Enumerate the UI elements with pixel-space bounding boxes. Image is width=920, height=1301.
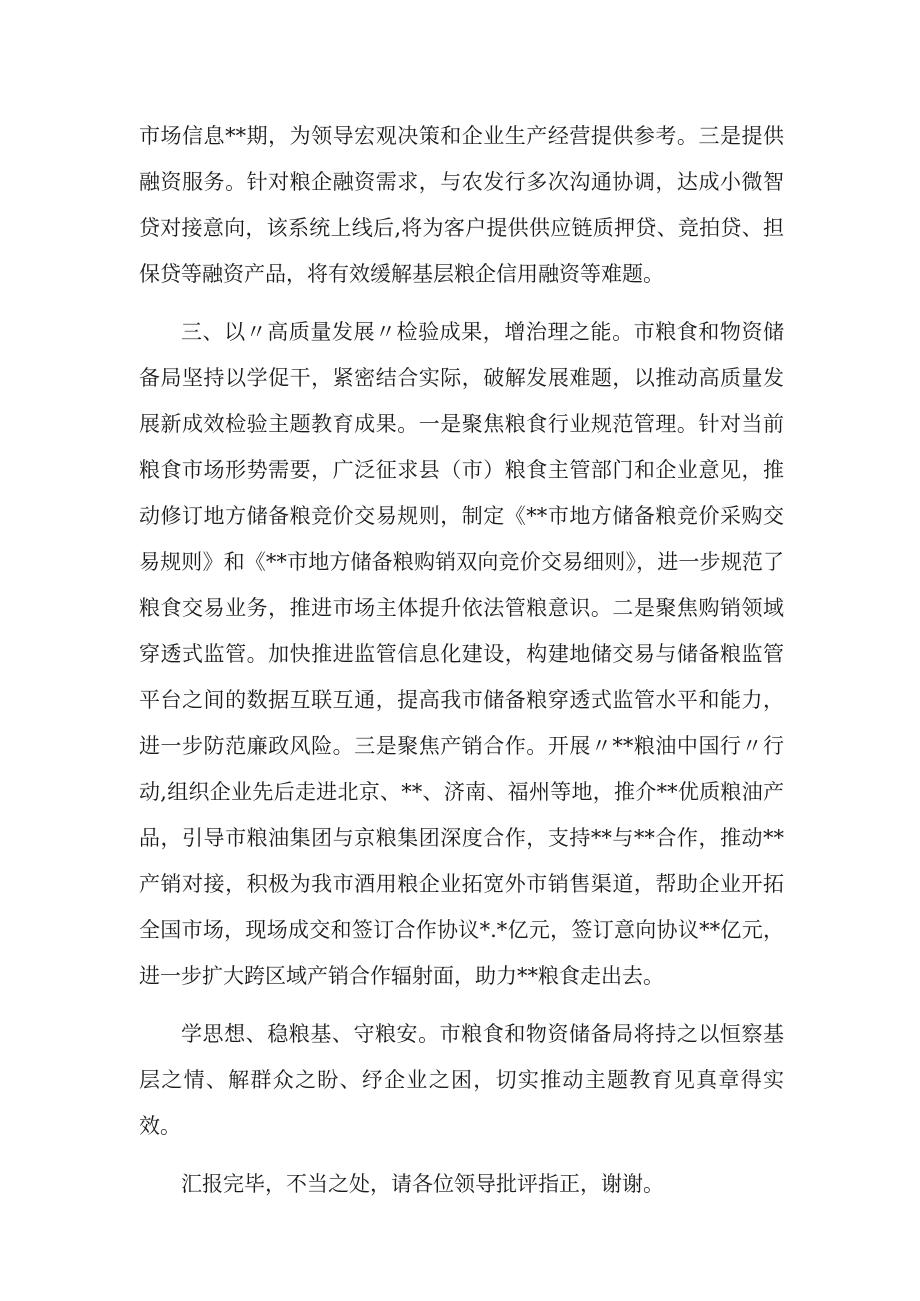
document-body bbox=[139, 113, 784, 1219]
paragraph-financing-services: 市场信息**期，为领导宏观决策和企业生产经营提供参考。三是提供融资服务。针对粮企融资需求，与农发行多次沟通协调，达成小微智贷对接意向，该系统上线后,将为客户提供供应链质押贷、竞拍贷、担保贷等融资产品，将有效缓解基层粮企信用融资等难题。 bbox=[139, 124, 784, 286]
paragraph-summary: 学思想、稳粮基、守粮安。市粮食和物资储备局将持之以恒察基层之情、解群众之盼、纾企业之困，切实推动主题教育见真章得实效。 bbox=[139, 1022, 784, 1138]
paragraph-high-quality-development: 三、以〃高质量发展〃检验成果，增治理之能。市粮食和物资储备局坚持以学促干，紧密结合实际，破解发展难题，以推动高质量发展新成效检验主题教育成果。一是聚焦粮食行业规范管理。针对当前粮食市场形势需要，广泛征求县（市）粮食主管部门和企业意见，推动修订地方储备粮竞价交易规则，制定《**市地方储备粮竞价采购交易规则》和《**市地方储备粮购销双向竞价交易细则》，进一步规范了粮食交易业务，推进市场主体提升依法管粮意识。二是聚焦购销领域穿透式监管。加快推进监管信息化建设，构建地储交易与储备粮监管平台之间的数据互联互通，提高我市储备粮穿透式监管水平和能力，进一步防范廉政风险。三是聚焦产销合作。开展〃**粮油中国行〃行动,组织企业先后走进北京、**、济南、福州等地，推介**优质粮油产品，引导市粮油集团与京粮集团深度合作，支持**与**合作，推动**产销对接，积极为我市酒用粮企业拓宽外市销售渠道，帮助企业开拓全国市场，现场成交和签订合作协议*.*亿元，签订意向协议**亿元，进一步扩大跨区域产销合作辐射面，助力**粮食走出去。 bbox=[139, 320, 784, 988]
paragraph-closing: 汇报完毕，不当之处，请各位领导批评指正，谢谢。 bbox=[181, 1172, 664, 1196]
